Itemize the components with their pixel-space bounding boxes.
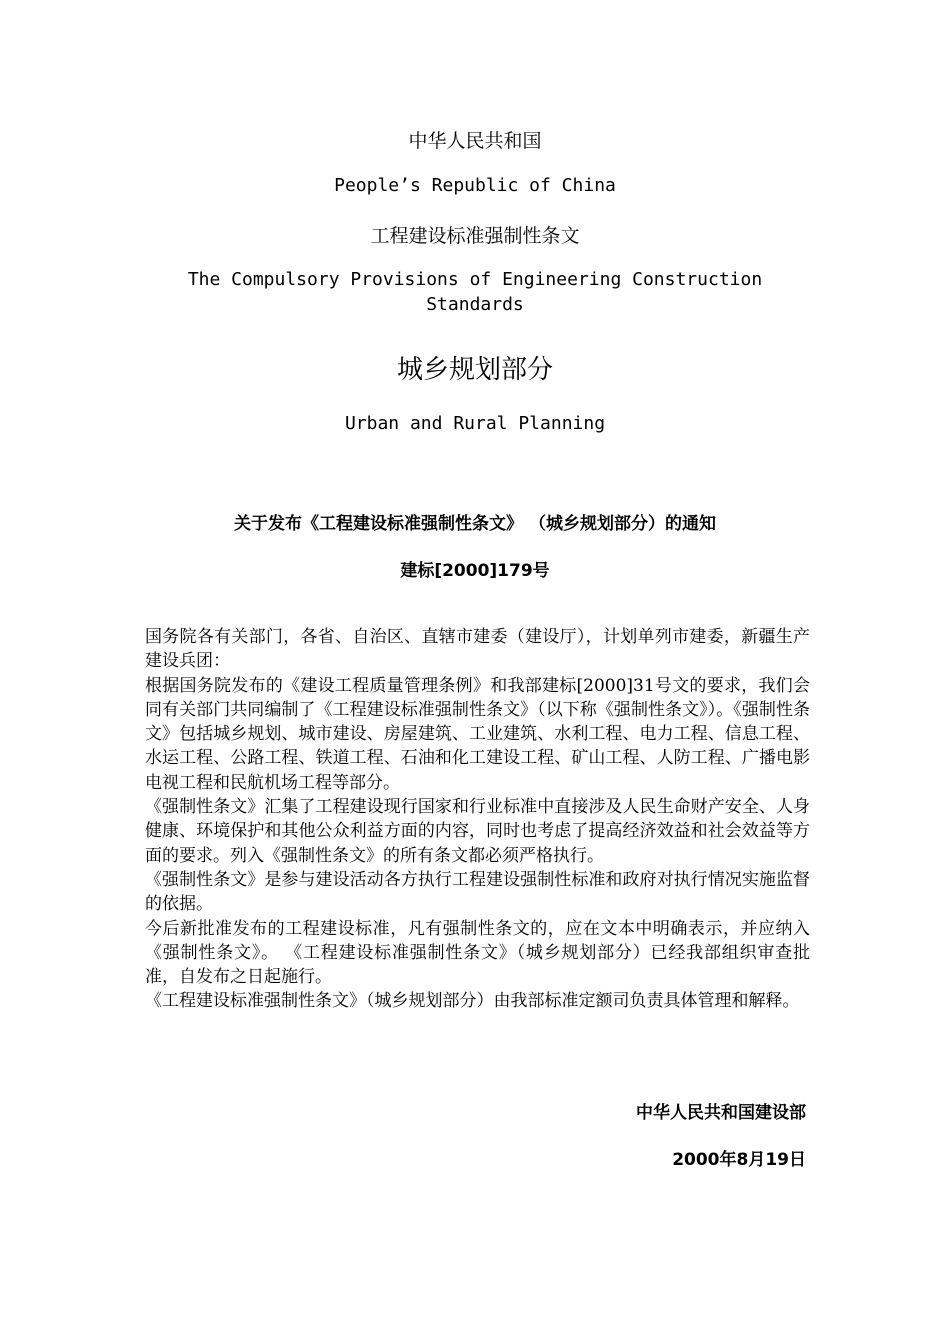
country-name-cn: 中华人民共和国 bbox=[408, 130, 542, 152]
notice-title: 关于发布《工程建设标准强制性条文》 （城乡规划部分）的通知 bbox=[234, 514, 716, 534]
issuer-signature: 中华人民共和国建设部 bbox=[636, 1103, 806, 1123]
notice-body bbox=[145, 625, 810, 1014]
body-paragraph-addressees: 国务院各有关部门，各省、自治区、直辖市建委（建设厅），计划单列市建委，新疆生产建设兵团： bbox=[145, 627, 810, 672]
title-en-line1: The Compulsory Provisions of Engineering Construction bbox=[187, 269, 763, 290]
body-paragraph-role: 《强制性条文》是参与建设活动各方执行工程建设强制性标准和政府对执行情况实施监督的依据。 bbox=[145, 869, 810, 915]
issue-date: 2000年8月19日 bbox=[672, 1150, 806, 1170]
title-en-line2: Standards bbox=[426, 294, 524, 315]
country-name-en: People’s Republic of China bbox=[334, 175, 616, 196]
part-title-cn: 城乡规划部分 bbox=[396, 355, 553, 385]
body-paragraph-basis: 根据国务院发布的《建设工程质量管理条例》和我部建标[2000]31号文的要求，我们会同有关部门共同编制了《工程建设标准强制性条文》（以下称《强制性条文》）。《强制性条文》包括城乡规划、城市建设、房屋建筑、工业建筑、水利工程、电力工程、信息工程、水运工程、公路工程、铁道工程、石油和化工建设工程、矿山工程、人防工程、广播电影电视工程和民航机场工程等部分。 bbox=[145, 675, 810, 793]
part-title-en: Urban and Rural Planning bbox=[344, 413, 606, 434]
title-cn: 工程建设标准强制性条文 bbox=[370, 225, 580, 247]
body-paragraph-content: 《强制性条文》汇集了工程建设现行国家和行业标准中直接涉及人民生命财产安全、人身健康、环境保护和其他公众利益方面的内容，同时也考虑了提高经济效益和社会效益等方面的要求。列入《强制性条文》的所有条文都必须严格执行。 bbox=[145, 797, 810, 866]
body-paragraph-effective: 今后新批准发布的工程建设标准，凡有强制性条文的，应在文本中明确表示，并应纳入《强制性条文》。 《工程建设标准强制性条文》（城乡规划部分）已经我部组织审查批准，自发布之日起施行。 bbox=[145, 918, 810, 988]
body-paragraph-interpretation: 《工程建设标准强制性条文》（城乡规划部分）由我部标准定额司负责具体管理和解释。 bbox=[145, 991, 800, 1012]
document-number: 建标[2000]179号 bbox=[400, 561, 550, 581]
